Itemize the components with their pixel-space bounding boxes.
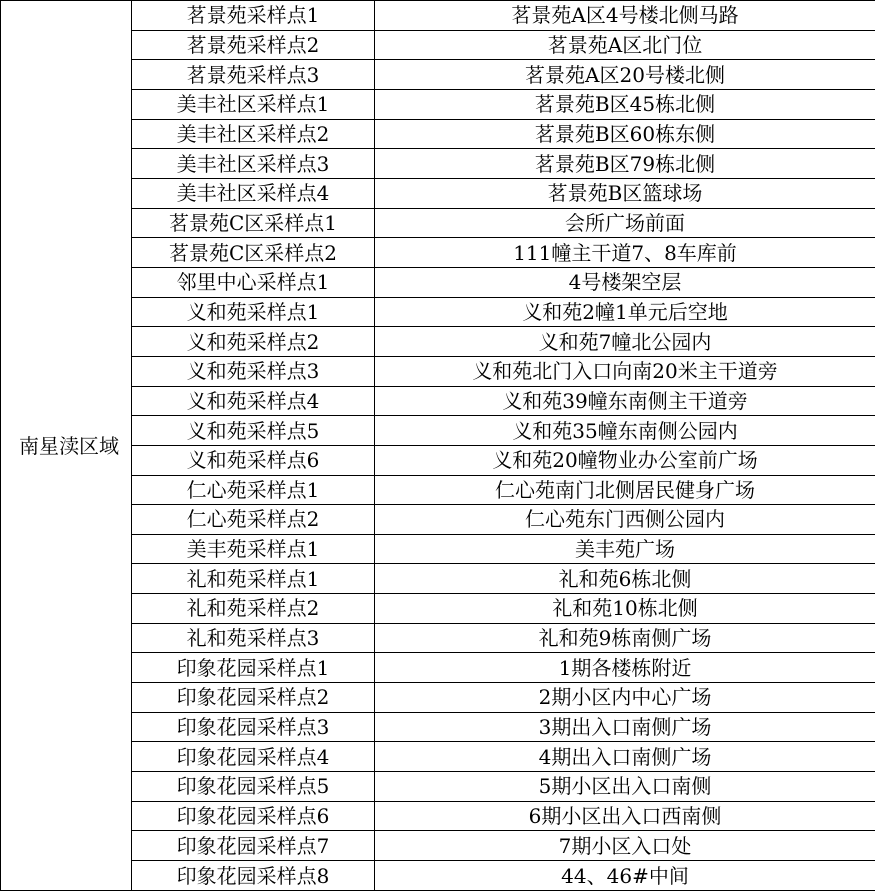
table-row: [1, 623, 875, 653]
table-row: [1, 861, 875, 891]
sampling-point-cell: 印象花园采样点1: [132, 653, 375, 683]
table-row: [1, 327, 875, 357]
location-cell: 茗景苑B区60栋东侧: [375, 119, 875, 149]
location-cell: 义和苑20幢物业办公室前广场: [375, 445, 875, 475]
sampling-point-cell: 礼和苑采样点1: [132, 564, 375, 594]
location-cell: 5期小区出入口南侧: [375, 772, 875, 802]
sampling-point-cell: 印象花园采样点2: [132, 683, 375, 713]
table-row: [1, 416, 875, 446]
sampling-point-cell: 美丰社区采样点3: [132, 149, 375, 179]
location-cell: 义和苑39幢东南侧主干道旁: [375, 386, 875, 416]
sampling-point-cell: 礼和苑采样点3: [132, 623, 375, 653]
sampling-point-cell: 义和苑采样点1: [132, 297, 375, 327]
location-cell: 111幢主干道7、8车库前: [375, 238, 875, 268]
table-row: [1, 119, 875, 149]
sampling-point-cell: 茗景苑C区采样点1: [132, 208, 375, 238]
sampling-point-cell: 义和苑采样点4: [132, 386, 375, 416]
location-cell: 仁心苑南门北侧居民健身广场: [375, 475, 875, 505]
table-row: [1, 30, 875, 60]
sampling-point-cell: 茗景苑采样点3: [132, 60, 375, 90]
table-row: [1, 208, 875, 238]
table-body: [1, 1, 875, 891]
sampling-point-cell: 仁心苑采样点1: [132, 475, 375, 505]
sampling-point-cell: 印象花园采样点3: [132, 712, 375, 742]
sampling-point-cell: 茗景苑采样点2: [132, 30, 375, 60]
sampling-point-cell: 茗景苑采样点1: [132, 1, 375, 31]
table-row: [1, 505, 875, 535]
location-cell: 茗景苑B区45栋北侧: [375, 89, 875, 119]
table-row: [1, 297, 875, 327]
sampling-point-cell: 印象花园采样点5: [132, 772, 375, 802]
location-cell: 4期出入口南侧广场: [375, 742, 875, 772]
table-row: [1, 534, 875, 564]
location-cell: 义和苑7幢北公园内: [375, 327, 875, 357]
table-row: [1, 89, 875, 119]
sampling-point-cell: 义和苑采样点3: [132, 356, 375, 386]
sampling-point-cell: 美丰苑采样点1: [132, 534, 375, 564]
table-row: [1, 564, 875, 594]
sampling-point-cell: 义和苑采样点2: [132, 327, 375, 357]
sampling-point-cell: 印象花园采样点4: [132, 742, 375, 772]
table-row: [1, 653, 875, 683]
location-cell: 会所广场前面: [375, 208, 875, 238]
location-cell: 1期各楼栋附近: [375, 653, 875, 683]
table-row: [1, 178, 875, 208]
table-row: [1, 772, 875, 802]
sampling-point-cell: 印象花园采样点8: [132, 861, 375, 891]
location-cell: 7期小区入口处: [375, 831, 875, 861]
table-row: [1, 594, 875, 624]
location-cell: 礼和苑6栋北侧: [375, 564, 875, 594]
sampling-point-cell: 礼和苑采样点2: [132, 594, 375, 624]
sampling-point-cell: 印象花园采样点6: [132, 801, 375, 831]
location-cell: 义和苑35幢东南侧公园内: [375, 416, 875, 446]
table-row: [1, 475, 875, 505]
location-cell: 义和苑北门入口向南20米主干道旁: [375, 356, 875, 386]
sampling-point-cell: 义和苑采样点6: [132, 445, 375, 475]
sampling-point-cell: 邻里中心采样点1: [132, 267, 375, 297]
table-row: [1, 356, 875, 386]
location-cell: 44、46#中间: [375, 861, 875, 891]
table-row: [1, 831, 875, 861]
sampling-point-cell: 美丰社区采样点2: [132, 119, 375, 149]
location-cell: 茗景苑A区北门位: [375, 30, 875, 60]
sampling-point-cell: 义和苑采样点5: [132, 416, 375, 446]
sampling-point-cell: 印象花园采样点7: [132, 831, 375, 861]
table-row: [1, 60, 875, 90]
location-cell: 4号楼架空层: [375, 267, 875, 297]
location-cell: 茗景苑A区20号楼北侧: [375, 60, 875, 90]
table-row: [1, 386, 875, 416]
location-cell: 3期出入口南侧广场: [375, 712, 875, 742]
location-cell: 仁心苑东门西侧公园内: [375, 505, 875, 535]
table-row: [1, 238, 875, 268]
table-row: [1, 445, 875, 475]
sampling-point-cell: 美丰社区采样点1: [132, 89, 375, 119]
sampling-point-cell: 茗景苑C区采样点2: [132, 238, 375, 268]
table-row: [1, 149, 875, 179]
location-cell: 礼和苑9栋南侧广场: [375, 623, 875, 653]
region-cell: 南星渎区域: [1, 1, 132, 891]
location-cell: 美丰苑广场: [375, 534, 875, 564]
table-row: [1, 683, 875, 713]
table-row: [1, 1, 875, 31]
location-cell: 礼和苑10栋北侧: [375, 594, 875, 624]
table-row: [1, 801, 875, 831]
location-cell: 6期小区出入口西南侧: [375, 801, 875, 831]
location-cell: 茗景苑A区4号楼北侧马路: [375, 1, 875, 31]
location-cell: 茗景苑B区篮球场: [375, 178, 875, 208]
location-cell: 茗景苑B区79栋北侧: [375, 149, 875, 179]
sampling-point-cell: 仁心苑采样点2: [132, 505, 375, 535]
location-cell: 2期小区内中心广场: [375, 683, 875, 713]
table-row: [1, 267, 875, 297]
table-row: [1, 742, 875, 772]
sampling-point-cell: 美丰社区采样点4: [132, 178, 375, 208]
location-cell: 义和苑2幢1单元后空地: [375, 297, 875, 327]
table-row: [1, 712, 875, 742]
